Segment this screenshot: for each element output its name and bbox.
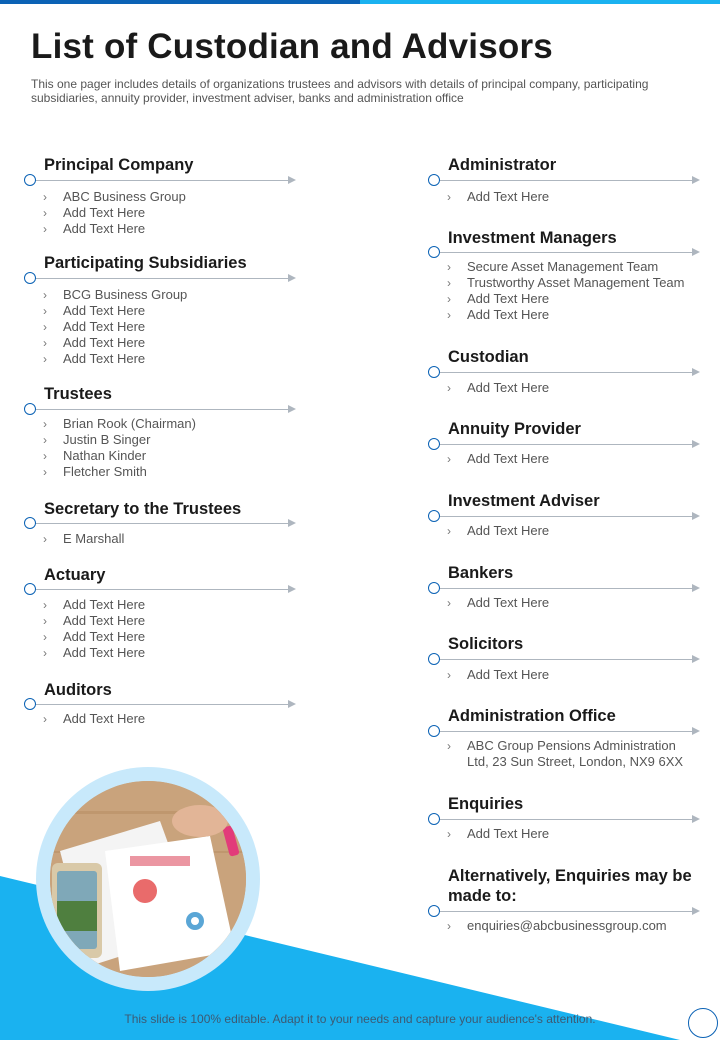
chevron-right-icon: › [43, 352, 47, 366]
item-list [447, 826, 549, 842]
section-title: Administration Office [448, 707, 616, 725]
list-item: › Fletcher Smith [43, 464, 147, 479]
chevron-right-icon: › [43, 417, 47, 431]
list-item: › Add Text Here [43, 303, 146, 318]
circle-marker-icon [428, 366, 440, 378]
list-item: › ABC Group Pensions Administration Ltd, 23 Sun Street, London, NX9 6XX [447, 738, 684, 769]
arrow-right-icon [288, 585, 296, 593]
list-item: › Add Text Here [43, 645, 146, 660]
section-title: Investment Adviser [448, 492, 600, 510]
item-list [43, 416, 196, 480]
circle-marker-icon [24, 403, 36, 415]
arrow-right-icon [288, 700, 296, 708]
chevron-right-icon: › [447, 190, 451, 204]
chevron-right-icon: › [447, 292, 451, 306]
list-item: › Add Text Here [43, 629, 146, 644]
chevron-right-icon: › [43, 449, 47, 463]
section-title: Principal Company [44, 156, 194, 174]
list-item: › Secure Asset Management Team [447, 259, 659, 274]
chevron-right-icon: › [447, 276, 451, 290]
section-trustees [24, 384, 296, 484]
list-item [447, 918, 667, 934]
item-list [447, 667, 549, 683]
section-divider [438, 731, 694, 732]
chevron-right-icon: › [447, 919, 451, 933]
section-divider [34, 704, 290, 705]
circle-marker-icon [428, 905, 440, 917]
circle-marker-icon [24, 698, 36, 710]
list-item: › Add Text Here [447, 189, 550, 204]
section-title: Annuity Provider [448, 420, 581, 438]
circle-marker-icon [428, 174, 440, 186]
arrow-right-icon [692, 727, 700, 735]
item-list [447, 738, 687, 770]
section-alternative-enquiries [428, 866, 700, 946]
arrow-right-icon [692, 907, 700, 915]
item-list [447, 451, 549, 467]
section-title: Custodian [448, 348, 529, 366]
section-divider [438, 911, 694, 912]
circle-marker-icon [24, 517, 36, 529]
arrow-right-icon [288, 405, 296, 413]
item-list [43, 711, 145, 727]
list-item: › Add Text Here [43, 351, 146, 366]
section-title: Solicitors [448, 635, 524, 653]
circle-marker-icon [24, 272, 36, 284]
chevron-right-icon: › [43, 336, 47, 350]
section-enquiries [428, 794, 700, 854]
arrow-right-icon [288, 274, 296, 282]
photo-content [50, 781, 246, 977]
circle-marker-icon [24, 174, 36, 186]
donut-chart-hole [191, 917, 199, 925]
list-item: › Add Text Here [43, 319, 146, 334]
corner-circle-icon [688, 1008, 718, 1038]
section-divider [438, 444, 694, 445]
list-item: › Add Text Here [447, 451, 550, 466]
circle-marker-icon [428, 725, 440, 737]
list-item: › Add Text Here [43, 221, 146, 236]
pie-chart [133, 879, 157, 903]
chevron-right-icon: › [447, 308, 451, 322]
section-participating-subsidiaries [24, 253, 296, 373]
arrow-right-icon [692, 176, 700, 184]
section-title: Trustees [44, 385, 112, 403]
section-divider [34, 523, 290, 524]
list-item: › BCG Business Group [43, 287, 188, 302]
section-title: Investment Managers [448, 229, 617, 247]
section-title: Auditors [44, 681, 112, 699]
item-list [447, 918, 667, 934]
section-divider [438, 659, 694, 660]
section-auditors [24, 680, 296, 740]
section-divider [34, 409, 290, 410]
section-divider [34, 278, 290, 279]
footer-note: This slide is 100% editable. Adapt it to your needs and capture your audience's attention. [124, 1012, 596, 1026]
arrow-right-icon [692, 815, 700, 823]
circle-marker-icon [428, 438, 440, 450]
section-secretary-to-trustees [24, 499, 296, 559]
list-item: › Add Text Here [447, 826, 550, 841]
hand [172, 805, 228, 837]
chevron-right-icon: › [447, 827, 451, 841]
chevron-right-icon: › [43, 206, 47, 220]
item-list [447, 595, 549, 611]
section-divider [438, 516, 694, 517]
section-title: Administrator [448, 156, 557, 174]
chevron-right-icon: › [43, 190, 47, 204]
arrow-right-icon [692, 248, 700, 256]
section-administration-office [428, 706, 700, 786]
list-item: › Add Text Here [43, 711, 146, 726]
list-item: › Add Text Here [43, 335, 146, 350]
section-divider [34, 589, 290, 590]
section-investment-managers [428, 228, 708, 328]
page-title: List of Custodian and Advisors [31, 27, 553, 66]
list-item: › Add Text Here [447, 291, 550, 306]
arrow-right-icon [692, 368, 700, 376]
chevron-right-icon: › [447, 260, 451, 274]
arrow-right-icon [692, 584, 700, 592]
enquiries-email-link[interactable]: enquiries@abcbusinessgroup.com [467, 918, 667, 933]
section-divider [34, 180, 290, 181]
section-principal-company [24, 155, 296, 245]
item-list [447, 380, 549, 396]
phone-screen-image [57, 901, 97, 931]
chevron-right-icon: › [43, 288, 47, 302]
chevron-right-icon: › [43, 465, 47, 479]
section-divider [438, 819, 694, 820]
chevron-right-icon: › [43, 614, 47, 628]
chevron-right-icon: › [43, 433, 47, 447]
arrow-right-icon [288, 519, 296, 527]
chevron-right-icon: › [447, 739, 451, 753]
section-custodian [428, 347, 700, 407]
item-list [43, 189, 186, 237]
chevron-right-icon: › [43, 630, 47, 644]
circle-marker-icon [428, 653, 440, 665]
list-item: › Add Text Here [447, 380, 550, 395]
section-title: Bankers [448, 564, 514, 582]
circle-marker-icon [428, 813, 440, 825]
section-title: Alternatively, Enquiries may be made to: [448, 867, 692, 905]
list-item: › Add Text Here [447, 523, 550, 538]
list-item: › Nathan Kinder [43, 448, 147, 463]
circle-marker-icon [428, 582, 440, 594]
section-divider [438, 180, 694, 181]
item-list [447, 189, 549, 205]
list-item: › Add Text Here [447, 307, 550, 322]
chevron-right-icon: › [43, 532, 47, 546]
chart-bars [130, 856, 190, 866]
item-list [447, 523, 549, 539]
chevron-right-icon: › [447, 668, 451, 682]
desk-illustration [50, 781, 246, 977]
list-item: › Add Text Here [43, 205, 146, 220]
office-desk-photo [36, 767, 260, 991]
chevron-right-icon: › [43, 320, 47, 334]
chevron-right-icon: › [43, 304, 47, 318]
chevron-right-icon: › [43, 712, 47, 726]
section-annuity-provider [428, 419, 700, 479]
section-divider [438, 252, 694, 253]
chevron-right-icon: › [447, 452, 451, 466]
section-investment-adviser [428, 491, 700, 551]
section-divider [438, 372, 694, 373]
list-item: › Trustworthy Asset Management Team [447, 275, 685, 290]
list-item: › Justin B Singer [43, 432, 151, 447]
list-item: › Add Text Here [43, 597, 146, 612]
section-divider [438, 588, 694, 589]
chevron-right-icon: › [43, 598, 47, 612]
chevron-right-icon: › [447, 381, 451, 395]
section-actuary [24, 565, 296, 665]
item-list [43, 597, 145, 661]
section-solicitors [428, 634, 700, 694]
arrow-right-icon [288, 176, 296, 184]
circle-marker-icon [428, 246, 440, 258]
page-subtitle: This one pager includes details of organizations trustees and advisors with details of principal company, participating subsidiaries, annuity provider, investment adviser, banks and administration office [31, 77, 649, 105]
chevron-right-icon: › [43, 646, 47, 660]
list-item: › ABC Business Group [43, 189, 186, 204]
circle-marker-icon [24, 583, 36, 595]
list-item: › Add Text Here [447, 667, 550, 682]
item-list [43, 531, 124, 547]
chevron-right-icon: › [447, 524, 451, 538]
section-bankers [428, 563, 700, 623]
item-list [43, 287, 187, 367]
section-administrator [428, 155, 700, 215]
arrow-right-icon [692, 512, 700, 520]
list-item: › E Marshall [43, 531, 125, 546]
circle-marker-icon [428, 510, 440, 522]
list-item: › Brian Rook (Chairman) [43, 416, 196, 431]
chevron-right-icon: › [43, 222, 47, 236]
section-title: Enquiries [448, 795, 524, 813]
section-title: Secretary to the Trustees [44, 500, 242, 518]
list-item: › Add Text Here [43, 613, 146, 628]
item-list [447, 259, 684, 323]
arrow-right-icon [692, 440, 700, 448]
chevron-right-icon: › [447, 596, 451, 610]
list-item: › Add Text Here [447, 595, 550, 610]
section-title: Participating Subsidiaries [44, 254, 247, 272]
arrow-right-icon [692, 655, 700, 663]
section-title: Actuary [44, 566, 106, 584]
